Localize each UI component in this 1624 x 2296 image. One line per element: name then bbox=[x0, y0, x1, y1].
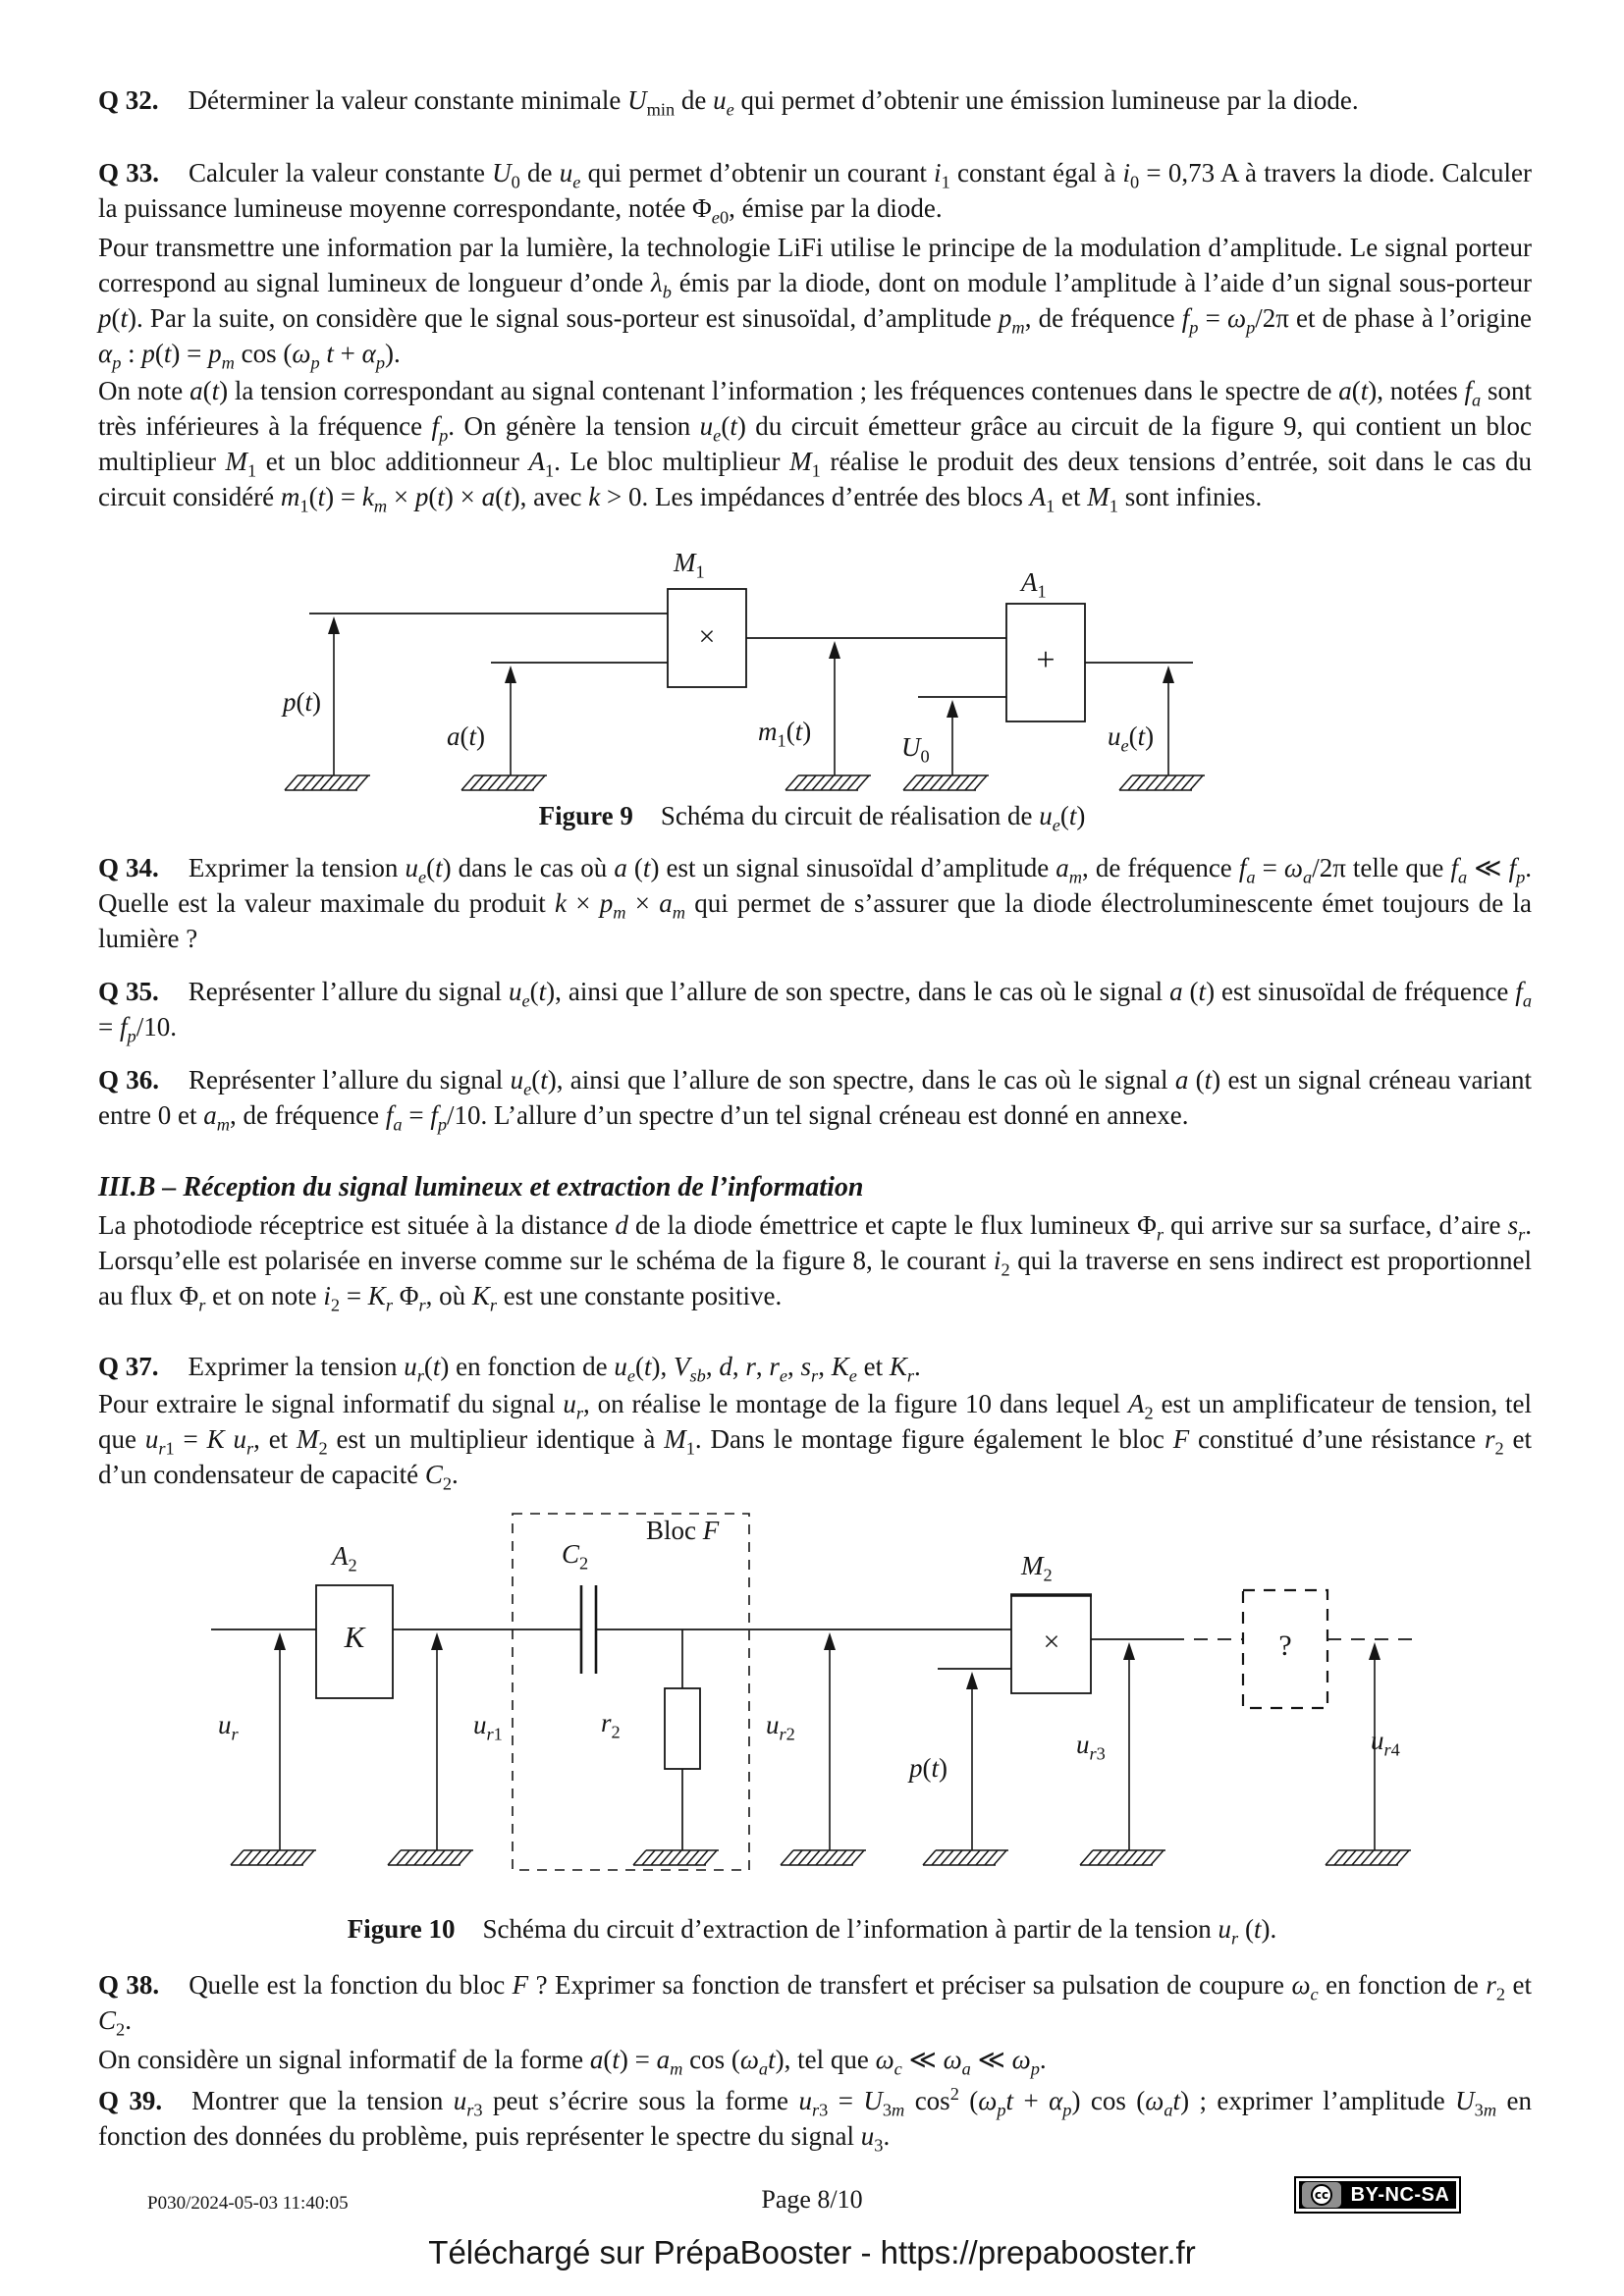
paragraph-photodiode: La photodiode réceptrice est située à la distance d de la diode émettrice et capte le flux lumineux $\Phi_r$ qui arrive sur sa surface, d’aire $s_r$. Lorsqu’elle est polarisée en inverse comme sur le schéma de la figure 8, le courant $i_2$ qui la traverse en sens indirect est proportionnel au flux $\Phi_r$ et on note $i_2 = K_r$ $\Phi_r$, où $K_r$ est une constante positive. bbox=[98, 1210, 1533, 1315]
fig9-blocks bbox=[668, 589, 1085, 721]
question-q32-label: Q 32. bbox=[98, 85, 159, 115]
question-q38-label: Q 38. bbox=[98, 1970, 160, 2000]
question-q32 bbox=[98, 82, 1532, 118]
multiply-symbol: × bbox=[1043, 1626, 1060, 1658]
label-pt: p(t) bbox=[283, 687, 322, 717]
label-ur: $u_r$ bbox=[218, 1710, 239, 1744]
document-reference: P030/2024-05-03 11:40:05 bbox=[147, 2193, 349, 2214]
question-q39-label: Q 39. bbox=[98, 2086, 163, 2115]
question-q36-label: Q 36. bbox=[98, 1065, 160, 1095]
label-r2: $r_2$ bbox=[601, 1708, 621, 1742]
label-a2: $A_2$ bbox=[332, 1541, 357, 1575]
label-bloc-f: Bloc F bbox=[646, 1516, 720, 1545]
question-q39 bbox=[98, 2083, 1532, 2154]
label-ur4: $u_{r4}$ bbox=[1371, 1726, 1400, 1760]
bloc-f-dashed-box bbox=[513, 1514, 749, 1870]
fig10-signal-arrows bbox=[280, 1636, 1375, 1850]
figure-10-caption-label: Figure 10 bbox=[347, 1914, 456, 1944]
question-q33 bbox=[98, 155, 1532, 226]
figure-10-diagram bbox=[0, 1502, 1624, 1895]
question-q36 bbox=[98, 1062, 1532, 1133]
label-a1: $A_1$ bbox=[1021, 567, 1047, 602]
label-m1t: $m_1(t)$ bbox=[758, 717, 812, 751]
figure-10 bbox=[0, 1502, 1624, 1963]
page-number: Page 8/10 bbox=[761, 2185, 863, 2214]
figure-10-caption-text: Schéma du circuit d’extraction de l’information à partir de la tension $u_r$ (t). bbox=[482, 1914, 1277, 1949]
fig10-blocks bbox=[316, 1585, 1091, 1769]
question-q33-label: Q 33. bbox=[98, 158, 159, 187]
question-q35-text: Représenter l’allure du signal $u_e(t)$, ainsi que l’allure de son spectre, dans le cas où le signal a (t) est sinusoïdal de fréquence $f_a = f_p/10$. bbox=[98, 977, 1532, 1046]
question-q37 bbox=[98, 1349, 1532, 1384]
question-q35 bbox=[98, 974, 1532, 1044]
section-heading-iiib: III.B – Réception du signal lumineux et extraction de l’information bbox=[98, 1172, 864, 1202]
label-m1: $M_1$ bbox=[674, 548, 705, 582]
label-uet: $u_e(t)$ bbox=[1108, 721, 1155, 756]
question-q38 bbox=[98, 1967, 1532, 2038]
question-q32-text: Déterminer la valeur constante minimale $U_{min}$ de $u_e$ qui permet d’obtenir une émission lumineuse par la diode. bbox=[188, 85, 1359, 120]
unknown-symbol: ? bbox=[1278, 1629, 1292, 1662]
label-ur1: $u_{r1}$ bbox=[473, 1710, 503, 1744]
paragraph-pour-extraire: Pour extraire le signal informatif du signal $u_r$, on réalise le montage de la figure 10 dans lequel $A_2$ est un amplificateur de tension, tel que $u_{r1} = K$ $u_r$, et $M_2$ est un multiplieur identique à $M_1$. Dans le montage figure également le bloc F constitué d’une résistance $r_2$ et d’un condensateur de capacité $C_2$. bbox=[98, 1389, 1532, 1494]
resistor-r2-box bbox=[665, 1688, 700, 1769]
cc-license-badge bbox=[1294, 2176, 1461, 2214]
label-at: a(t) bbox=[447, 721, 486, 751]
fig10-arrowheads bbox=[274, 1629, 1380, 1689]
figure-9 bbox=[0, 540, 1624, 844]
figure-9-diagram bbox=[0, 540, 1624, 800]
question-q37-text: Exprimer la tension $u_r(t)$ en fonction de $u_e(t)$, $V_{sb}$, d, r, $r_e$, $s_r$, $K_e$ et $K_r$. bbox=[188, 1352, 921, 1386]
label-c2: $C_2$ bbox=[562, 1539, 589, 1574]
figure-10-caption bbox=[0, 1914, 1624, 1949]
label-m2: $M_2$ bbox=[1021, 1551, 1053, 1585]
cc-logo-icon bbox=[1302, 2182, 1341, 2208]
multiply-symbol: × bbox=[698, 620, 716, 653]
figure-9-caption-text: Schéma du circuit de réalisation de $u_e(t)$ bbox=[660, 801, 1086, 835]
paragraph-lifi: Pour transmettre une information par la lumière, la technologie LiFi utilise le principe de la modulation d’amplitude. Le signal porteur correspond au signal lumineux de longueur d’onde $\lambda_b$ émis par la diode, dont on module l’amplitude à l’aide d’un signal sous-porteur p(t). Par la suite, on considère que le signal sous-porteur est sinusoïdal, d’amplitude $p_m$, de fréquence $f_p = \omega_p/2\pi$ et de phase à l’origine $\alpha_p$ : $p(t) = p_m$ $\cos (\omega_p$ $t + \alpha_p$). bbox=[98, 233, 1532, 373]
label-gain-k: K bbox=[344, 1620, 365, 1654]
figure-9-caption bbox=[0, 801, 1624, 835]
label-ur2: $u_{r2}$ bbox=[766, 1710, 795, 1744]
paragraph-onconsidere: On considère un signal informatif de la forme $a(t) = a_m$ $\cos (\omega_at)$, tel que $\omega_c$ ≪ $\omega_a$ ≪ $\omega_p$. bbox=[98, 2045, 1047, 2079]
question-q35-label: Q 35. bbox=[98, 977, 159, 1006]
question-q33-text: Calculer la valeur constante $U_0$ de $u_e$ qui permet d’obtenir un courant $i_1$ constant égal à $i_0 = 0,73$ A à travers la diode. Calculer la puissance lumineuse moyenne correspondante, notée $\Phi_{e0}$, émise par la diode. bbox=[98, 158, 1532, 228]
cc-circle-icon: cc bbox=[1311, 2184, 1332, 2206]
question-q37-label: Q 37. bbox=[98, 1352, 159, 1381]
question-q36-text: Représenter l’allure du signal $u_e(t)$, ainsi que l’allure de son spectre, dans le cas où le signal a (t) est un signal créneau variant entre 0 et $a_m$, de fréquence $f_a = f_p/10$. L’allure d’un spectre d’un tel signal créneau est donné en annexe. bbox=[98, 1065, 1532, 1135]
label-u0: $U_0$ bbox=[901, 732, 930, 767]
question-q34-text: Exprimer la tension $u_e(t)$ dans le cas où a (t) est un signal sinusoïdal d’amplitude $a_m$, de fréquence $f_a = \omega_a/2\pi$ telle que $f_a$ ≪ $f_p$. Quelle est la valeur maximale du produit $k \times p_m \times a_m$ qui permet de s’assurer que la diode électroluminescente émet toujours de la lumière ? bbox=[98, 853, 1533, 953]
question-q34-label: Q 34. bbox=[98, 853, 159, 882]
question-q39-text: Montrer que la tension $u_{r3}$ peut s’écrire sous la forme $u_{r3} = U_{3m}$ $\cos^2 (\omega_pt + \alpha_p)$ $\cos (\omega_at)$ ; exprimer l’amplitude $U_{3m}$ en fonction des données du problème, puis représenter le spectre du signal $u_3$. bbox=[98, 2084, 1532, 2156]
question-q34 bbox=[98, 850, 1532, 956]
license-label: BY-NC-SA bbox=[1350, 2183, 1450, 2206]
figure-9-caption-label: Figure 9 bbox=[538, 801, 633, 830]
download-watermark: Téléchargé sur PrépaBooster - https://prepabooster.fr bbox=[428, 2234, 1196, 2270]
paragraph-onnote: On note a(t) la tension correspondant au signal contenant l’information ; les fréquences contenues dans le spectre de a(t), notées $f_a$ sont très inférieures à la fréquence $f_p$. On génère la tension $u_e(t)$ du circuit émetteur grâce au circuit de la figure 9, qui contient un bloc multiplieur $M_1$ et un bloc additionneur $A_1$. Le bloc multiplieur $M_1$ réalise le produit des deux tensions d’entrée, soit dans le cas du circuit considéré $m_1(t) = k_m \times p(t) \times a(t)$, avec k > 0. Les impédances d’entrée des blocs $A_1$ et $M_1$ sont infinies. bbox=[98, 376, 1533, 516]
add-symbol: + bbox=[1036, 642, 1056, 678]
label-ur3: $u_{r3}$ bbox=[1076, 1730, 1106, 1764]
capacitor-c2-plates bbox=[581, 1585, 596, 1674]
question-q38-text: Quelle est la fonction du bloc F ? Exprimer sa fonction de transfert et préciser sa pulsation de coupure $\omega_c$ en fonction de $r_2$ et $C_2$. bbox=[98, 1970, 1532, 2040]
label-pt: p(t) bbox=[909, 1753, 948, 1783]
